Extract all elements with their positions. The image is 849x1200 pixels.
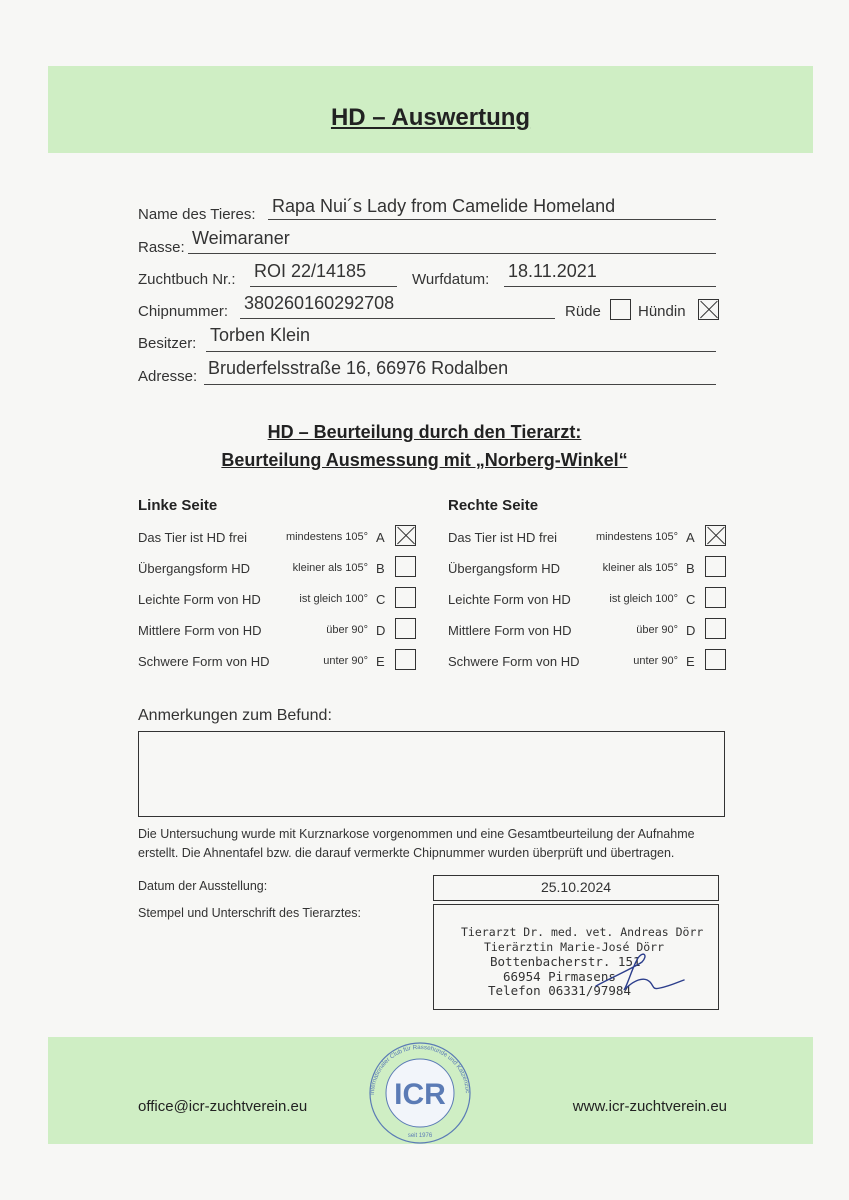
right-side-title: Rechte Seite: [448, 497, 539, 514]
stamp-line-5: Telefon 06331/97984: [488, 983, 631, 998]
right-row-checkbox[interactable]: [705, 525, 726, 546]
left-row-label: Mittlere Form von HD: [138, 623, 262, 638]
right-row-checkbox[interactable]: [705, 618, 726, 639]
left-row-letter: E: [376, 654, 385, 669]
wurfdatum-line: [504, 286, 716, 287]
signature-label: Stempel und Unterschrift des Tierarztes:: [138, 906, 362, 920]
right-row-criterion: über 90°: [636, 624, 678, 636]
right-row-label: Schwere Form von HD: [448, 654, 580, 669]
header-band: [48, 66, 813, 153]
footer-website[interactable]: www.icr-zuchtverein.eu: [572, 1098, 727, 1115]
huendin-checkbox[interactable]: [698, 299, 719, 320]
right-row-letter: D: [686, 623, 696, 638]
right-row-criterion: kleiner als 105°: [602, 562, 678, 574]
left-row-criterion: ist gleich 100°: [299, 593, 368, 605]
ruede-checkbox[interactable]: [610, 299, 631, 320]
left-row-label: Schwere Form von HD: [138, 654, 270, 669]
issue-date-label: Datum der Ausstellung:: [138, 879, 268, 893]
page-title: HD – Auswertung: [330, 104, 531, 131]
besitzer-label: Besitzer:: [138, 335, 197, 352]
chip-value: 380260160292708: [244, 293, 395, 313]
rasse-line: [188, 253, 716, 254]
right-row-criterion: unter 90°: [633, 655, 678, 667]
logo-text: ICR: [394, 1078, 446, 1111]
signature-scribble: [590, 940, 690, 1000]
right-row-label: Das Tier ist HD frei: [448, 530, 558, 545]
zuchtbuch-value: ROI 22/14185: [254, 261, 367, 281]
left-row-label: Das Tier ist HD frei: [138, 530, 248, 545]
adresse-line: [204, 384, 716, 385]
right-row-checkbox[interactable]: [705, 649, 726, 670]
left-row-criterion: über 90°: [326, 624, 368, 636]
huendin-label: Hündin: [638, 303, 686, 320]
footer-band: [48, 1037, 813, 1144]
issue-date-value: 25.10.2024: [540, 879, 612, 895]
right-row-label: Leichte Form von HD: [448, 592, 571, 607]
name-label: Name des Tieres:: [138, 206, 256, 223]
wurfdatum-value: 18.11.2021: [508, 261, 597, 281]
icr-logo: [360, 1037, 480, 1144]
zuchtbuch-line: [250, 286, 397, 287]
right-row-letter: A: [686, 530, 695, 545]
footer-email[interactable]: office@icr-zuchtverein.eu: [138, 1098, 308, 1115]
left-row-letter: C: [376, 592, 386, 607]
right-row-letter: B: [686, 561, 695, 576]
adresse-value: Bruderfelsstraße 16, 66976 Rodalben: [208, 358, 509, 378]
remarks-label: Anmerkungen zum Befund:: [138, 707, 332, 724]
left-row-criterion: mindestens 105°: [285, 531, 368, 543]
name-value: Rapa Nui´s Lady from Camelide Homeland: [272, 196, 616, 216]
adresse-label: Adresse:: [138, 368, 198, 385]
right-row-criterion: ist gleich 100°: [609, 593, 678, 605]
right-row-label: Mittlere Form von HD: [448, 623, 572, 638]
ruede-label: Rüde: [565, 303, 601, 320]
remarks-box[interactable]: [138, 731, 725, 817]
left-row-letter: D: [376, 623, 386, 638]
norberg-heading: Beurteilung Ausmessung mit „Norberg-Winkel“: [221, 450, 628, 470]
stamp-line-1: Tierarzt Dr. med. vet. Andreas Dörr: [461, 925, 704, 939]
statement-line-2: erstellt. Die Ahnentafel bzw. die darauf vermerkte Chipnummer wurden überprüft und übertragen.: [138, 846, 675, 860]
left-row-letter: A: [376, 530, 385, 545]
statement-line-1: Die Untersuchung wurde mit Kurznarkose vorgenommen und eine Gesamtbeurteilung der Aufnahme: [138, 827, 695, 841]
rasse-value: Weimaraner: [192, 228, 290, 248]
left-row-checkbox[interactable]: [395, 649, 416, 670]
right-row-letter: C: [686, 592, 696, 607]
left-row-label: Leichte Form von HD: [138, 592, 261, 607]
chip-label: Chipnummer:: [138, 303, 229, 320]
right-row-checkbox[interactable]: [705, 587, 726, 608]
left-row-checkbox[interactable]: [395, 587, 416, 608]
left-row-label: Übergangsform HD: [138, 561, 250, 576]
chip-line: [240, 318, 555, 319]
wurfdatum-label: Wurfdatum:: [412, 271, 490, 288]
right-row-checkbox[interactable]: [705, 556, 726, 577]
logo-since: seit 1976: [407, 1133, 433, 1139]
name-line: [268, 219, 716, 220]
right-row-criterion: mindestens 105°: [595, 531, 678, 543]
stamp-line-3: Bottenbacherstr. 151: [490, 954, 641, 969]
stamp-line-2: Tierärztin Marie-José Dörr: [484, 940, 665, 954]
besitzer-line: [206, 351, 716, 352]
left-row-checkbox[interactable]: [395, 618, 416, 639]
left-row-letter: B: [376, 561, 385, 576]
left-row-checkbox[interactable]: [395, 525, 416, 546]
left-row-checkbox[interactable]: [395, 556, 416, 577]
besitzer-value: Torben Klein: [210, 325, 311, 345]
rasse-label: Rasse:: [138, 239, 185, 256]
left-row-criterion: unter 90°: [323, 655, 368, 667]
left-row-criterion: kleiner als 105°: [292, 562, 368, 574]
zuchtbuch-label: Zuchtbuch Nr.:: [138, 271, 236, 288]
right-row-label: Übergangsform HD: [448, 561, 560, 576]
right-row-letter: E: [686, 654, 695, 669]
stamp-line-4: 66954 Pirmasens: [503, 969, 616, 984]
logo-ring-text: Internationaler Club für Rassehunde und Katzenzuc: [368, 1043, 471, 1096]
left-side-title: Linke Seite: [138, 497, 218, 514]
assessment-heading: HD – Beurteilung durch den Tierarzt:: [267, 422, 582, 442]
